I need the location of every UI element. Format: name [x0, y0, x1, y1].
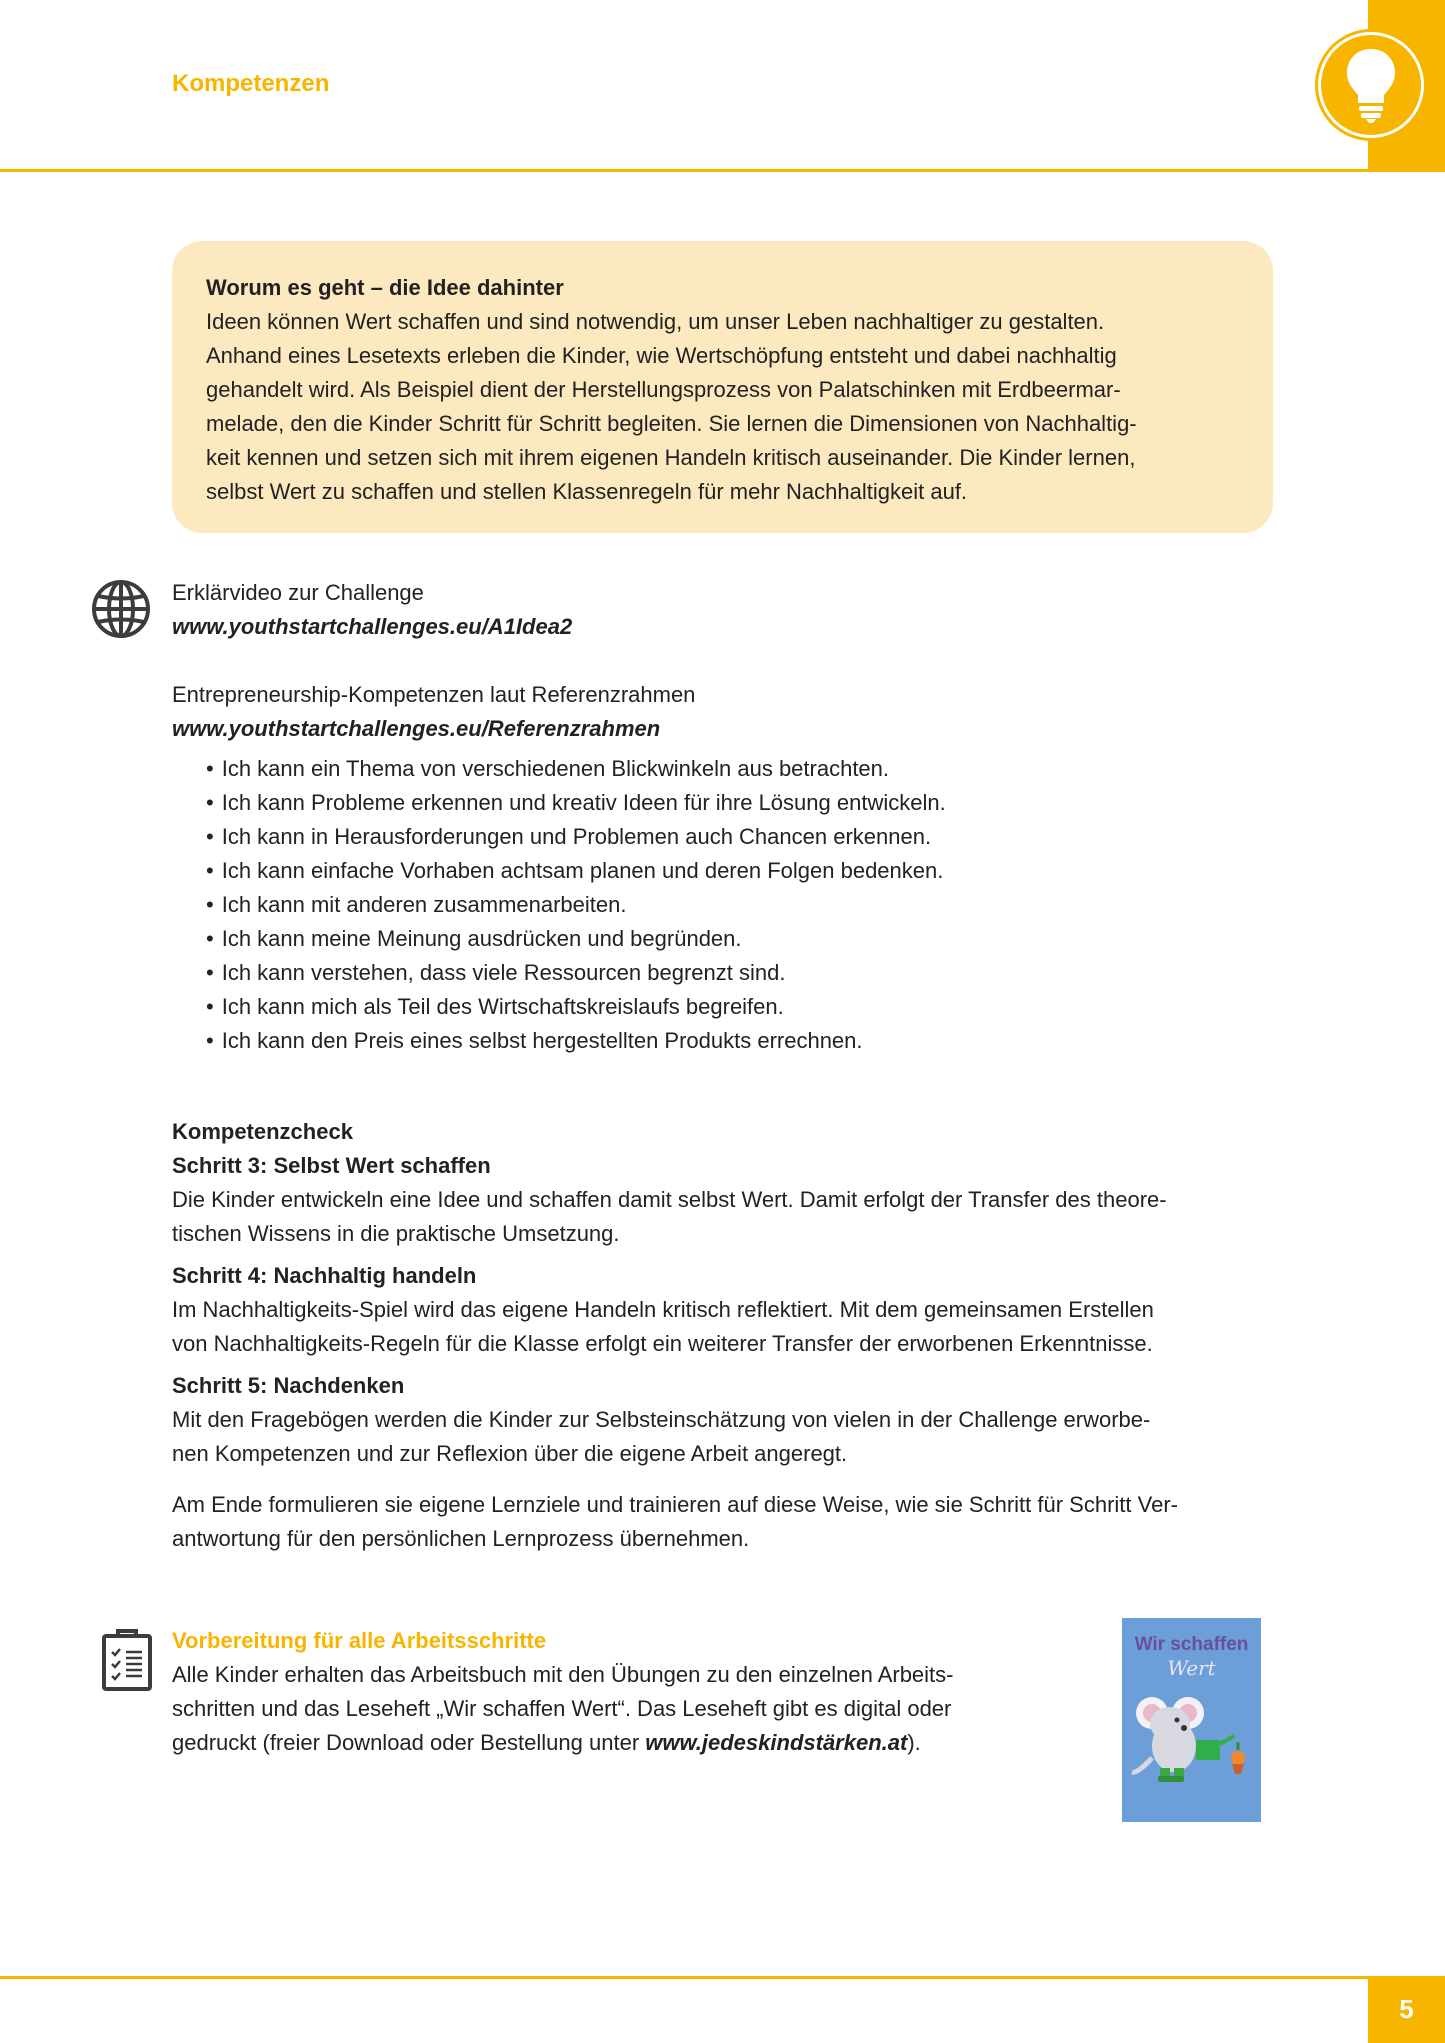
preparation-section	[172, 1624, 1052, 1760]
step-text: tischen Wissens in die praktische Umsetzung.	[172, 1221, 620, 1246]
step-text: Mit den Fragebögen werden die Kinder zur Selbsteinschätzung von vielen in der Challenge erworbe-	[172, 1407, 1151, 1432]
list-item: • Ich kann ein Thema von verschiedenen Blickwinkeln aus betrachten.	[206, 752, 946, 786]
list-item: • Ich kann in Herausforderungen und Problemen auch Chancen erkennen.	[206, 820, 946, 854]
list-item: • Ich kann Probleme erkennen und kreativ Ideen für ihre Lösung entwickeln.	[206, 786, 946, 820]
competence-list	[206, 752, 946, 1058]
idea-box-line: Anhand eines Lesetexts erleben die Kinder, wie Wertschöpfung entsteht und dabei nachhaltig	[206, 343, 1117, 368]
footer-divider	[0, 1976, 1368, 1979]
idea-box-title: Worum es geht – die Idee dahinter	[206, 275, 564, 300]
preparation-title: Vorbereitung für alle Arbeitsschritte	[172, 1628, 547, 1653]
competence-check-section	[172, 1115, 1282, 1556]
idea-box-line: Ideen können Wert schaffen und sind notwendig, um unser Leben nachhaltiger zu gestalten.	[206, 309, 1105, 334]
video-label: Erklärvideo zur Challenge	[172, 580, 424, 605]
idea-box-line: gehandelt wird. Als Beispiel dient der Herstellungsprozess von Palatschinken mit Erdbeermar-	[206, 377, 1121, 402]
preparation-text: Alle Kinder erhalten das Arbeitsbuch mit den Übungen zu den einzelnen Arbeits-	[172, 1662, 954, 1687]
booklet-cover-subtitle: Wert	[1167, 1656, 1216, 1680]
list-item: • Ich kann mich als Teil des Wirtschaftskreislaufs begreifen.	[206, 990, 946, 1024]
preparation-text: gedruckt (freier Download oder Bestellung unter	[172, 1730, 646, 1755]
download-link[interactable]: www.jedeskindstärken.at	[645, 1730, 908, 1755]
step-text: nen Kompetenzen und zur Reflexion über die eigene Arbeit angeregt.	[172, 1441, 848, 1466]
idea-box-line: keit kennen und setzen sich mit ihrem eigenen Handeln kritisch auseinander. Die Kinder lernen,	[206, 445, 1136, 470]
reference-section	[172, 678, 695, 746]
step-heading: Schritt 5: Nachdenken	[172, 1373, 405, 1398]
list-item: • Ich kann meine Meinung ausdrücken und begründen.	[206, 922, 946, 956]
page-section-title: Kompetenzen	[172, 70, 330, 97]
step-heading: Schritt 3: Selbst Wert schaffen	[172, 1153, 491, 1178]
video-link[interactable]: www.youthstartchallenges.eu/A1Idea2	[172, 614, 573, 639]
step-text: von Nachhaltigkeits-Regeln für die Klasse erfolgt ein weiterer Transfer der erworbenen Erkenntnisse.	[172, 1331, 1153, 1356]
idea-box-line: selbst Wert zu schaffen und stellen Klassenregeln für mehr Nachhaltigkeit auf.	[206, 479, 968, 504]
check-title: Kompetenzcheck	[172, 1119, 353, 1144]
header-divider	[0, 169, 1368, 172]
mouse-illustration	[1122, 1688, 1261, 1822]
closing-text: antwortung für den persönlichen Lernprozess übernehmen.	[172, 1526, 750, 1551]
clipboard-checklist-icon	[100, 1628, 154, 1692]
reference-label: Entrepreneurship-Kompetenzen laut Referenzrahmen	[172, 682, 696, 707]
list-item: • Ich kann den Preis eines selbst hergestellten Produkts errechnen.	[206, 1024, 946, 1058]
closing-text: Am Ende formulieren sie eigene Lernziele und trainieren auf diese Weise, wie sie Schritt für Schritt Ver-	[172, 1492, 1178, 1517]
list-item: • Ich kann mit anderen zusammenarbeiten.	[206, 888, 946, 922]
preparation-text-line	[172, 1726, 1052, 1760]
list-item: • Ich kann verstehen, dass viele Ressourcen begrenzt sind.	[206, 956, 946, 990]
preparation-text: schritten und das Leseheft „Wir schaffen Wert“. Das Leseheft gibt es digital oder	[172, 1696, 952, 1721]
booklet-cover-title: Wir schaffen	[1134, 1634, 1249, 1655]
lightbulb-badge	[1318, 32, 1424, 138]
preparation-text: ).	[907, 1730, 921, 1755]
booklet-cover-image	[1122, 1618, 1261, 1822]
list-item: • Ich kann einfache Vorhaben achtsam planen und deren Folgen bedenken.	[206, 854, 946, 888]
step-heading: Schritt 4: Nachhaltig handeln	[172, 1263, 477, 1288]
video-section	[172, 576, 572, 644]
step-text: Die Kinder entwickeln eine Idee und schaffen damit selbst Wert. Damit erfolgt der Transfer des theore-	[172, 1187, 1167, 1212]
idea-summary-box	[172, 241, 1273, 533]
page-number: 5	[1368, 1976, 1445, 2043]
reference-link[interactable]: www.youthstartchallenges.eu/Referenzrahmen	[172, 716, 661, 741]
idea-box-line: melade, den die Kinder Schritt für Schritt begleiten. Sie lernen die Dimensionen von Nachhaltig-	[206, 411, 1137, 436]
step-text: Im Nachhaltigkeits-Spiel wird das eigene Handeln kritisch reflektiert. Mit dem gemeinsamen Erstellen	[172, 1297, 1154, 1322]
globe-icon	[91, 579, 151, 639]
lightbulb-icon	[1343, 45, 1399, 125]
